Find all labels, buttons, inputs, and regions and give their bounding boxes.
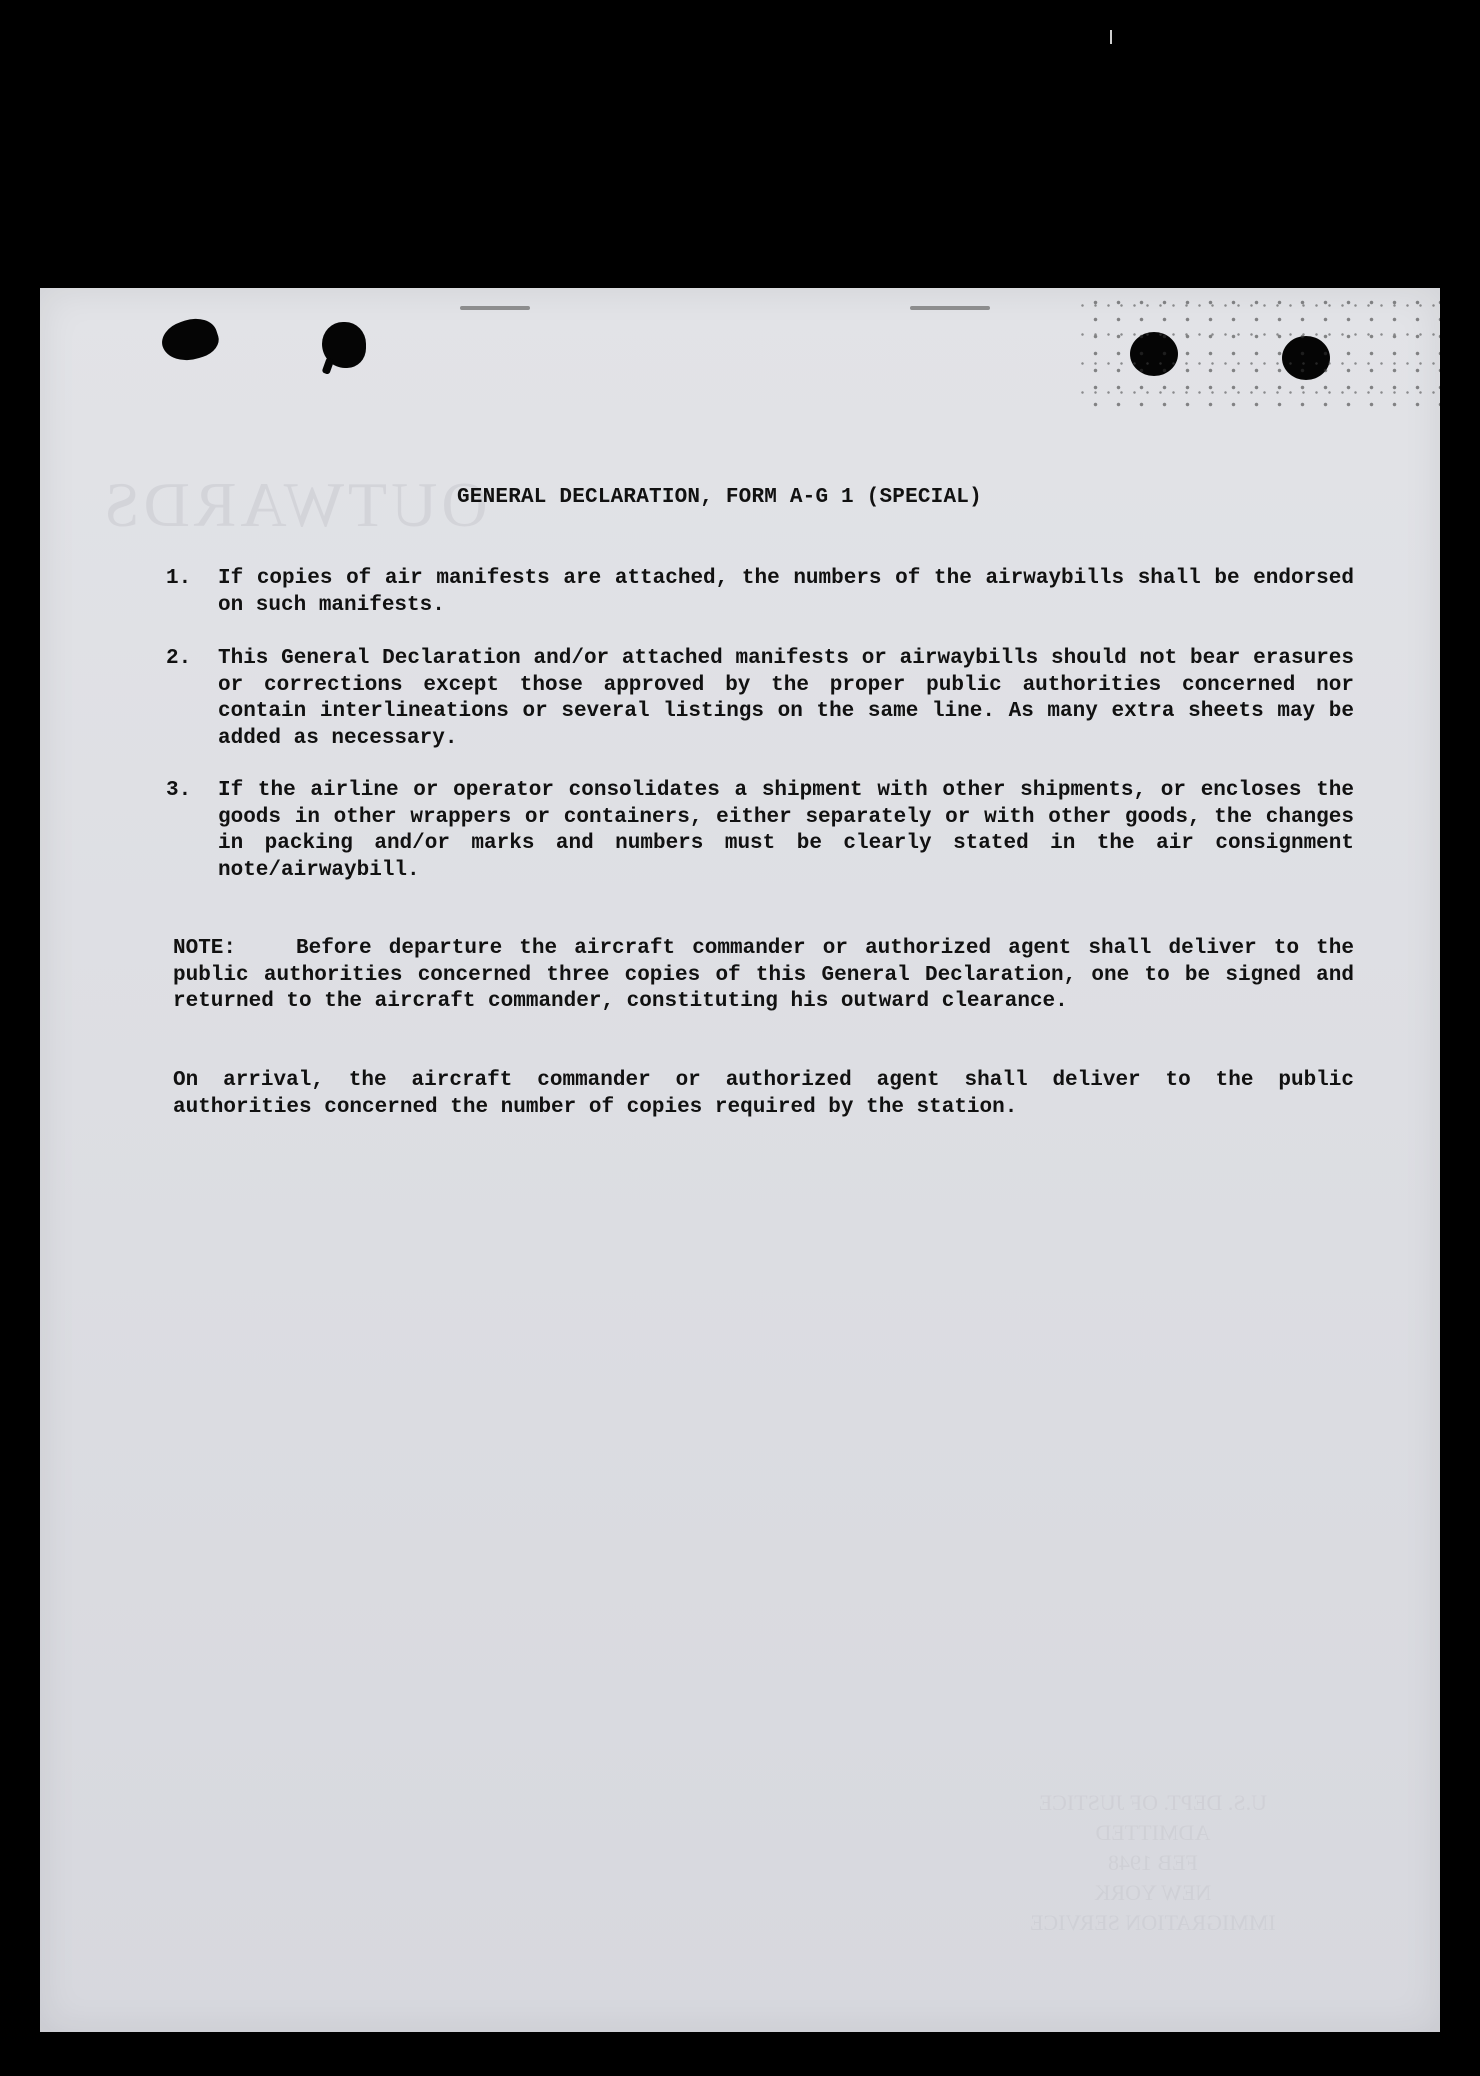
staple-mark xyxy=(910,306,990,310)
paper-damage xyxy=(1080,288,1440,408)
punch-hole xyxy=(322,322,366,368)
staple-mark xyxy=(460,306,530,310)
item-text: This General Declaration and/or attached manifests or airwaybills should not bear erasures or corrections except those approved by the proper public authorities concerned nor contain interlineations or several listings on the same line. As many extra sheets may be added as necessary. xyxy=(218,647,1354,750)
item-number: 3. xyxy=(166,779,192,802)
stamp-line: IMMIGRATION SERVICE xyxy=(1030,1910,1276,1935)
document-title: GENERAL DECLARATION, FORM A-G 1 (SPECIAL) xyxy=(457,486,982,509)
stamp-line: NEW YORK xyxy=(1094,1880,1212,1905)
item-number: 2. xyxy=(166,647,192,670)
item-text: If the airline or operator consolidates a shipment with other shipments, or encloses the goods in other wrappers or containers, either separately or with other goods, the changes in packing and/or marks and numbers must be clearly stated in the air consignment note/airwaybill. xyxy=(218,779,1354,882)
arrival-paragraph: On arrival, the aircraft commander or authorized agent shall deliver to the public authorities concerned the number of copies required by the station. xyxy=(173,1069,1354,1119)
bleed-through-header: OUTWARDS xyxy=(100,469,488,540)
stamp-line: FEB 1948 xyxy=(1107,1850,1198,1875)
punch-hole xyxy=(157,312,223,367)
item-number: 1. xyxy=(166,567,192,590)
stamp-line: ADMITTED xyxy=(1095,1820,1211,1845)
instruction-item xyxy=(166,778,1354,884)
document-page xyxy=(40,288,1440,2032)
note-label: NOTE: xyxy=(173,937,237,960)
instruction-item xyxy=(166,566,1354,619)
stamp-line: U.S. DEPT. OF JUSTICE xyxy=(1038,1790,1267,1815)
note-paragraph xyxy=(173,936,1354,1016)
instruction-item xyxy=(166,646,1354,752)
note-text: Before departure the aircraft commander or authorized agent shall deliver to the public authorities concerned three copies of this General Declaration, one to be signed and returned to the aircraft commander, constituting his outward clearance. xyxy=(173,937,1354,1013)
bleed-through-stamp xyxy=(1030,1788,1276,1938)
scan-artifact xyxy=(1110,30,1112,44)
item-text: If copies of air manifests are attached, the numbers of the airwaybills shall be endorsed on such manifests. xyxy=(218,567,1354,617)
